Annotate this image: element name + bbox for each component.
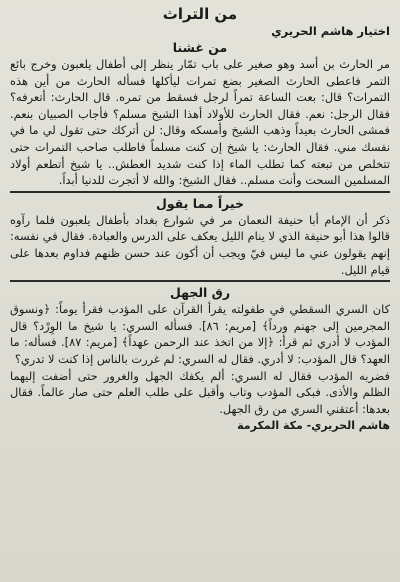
author-footer: هاشم الحريري- مكة المكرمة xyxy=(237,419,390,433)
section-body-1: مر الحارث بن أسد وهو صغير على باب تمّار ينظر إلى أطفال يلعبون وخرج بائع التمر فاعطى الحارث الصغير بضع تمرات ليأكلها فسأله الحارث من أين هذه التمرات؟ قال: بعت الساعة تمراً لرجل فسقط من تمره. قال الحارث: أتعرفه؟ فقال الرجل: نعم. فقال الحارث للأولاد أهذا الشيخ مسلم؟ فأجاب الصبيان بنعم. فمشى الحارث بعيداً وذهب الشيخ وأمسكه وقال: لن أتركك حتى تقول لي ما في نفسك مني. فقال الحارث: يا شيخ إن كنت مسلماً فاطلب صاحب التمرات حتى تتخلص من تبعته كما تطلب الماء إذا كنت شديد العطش.. يا شيخ أتطعم أولاد المسلمين السحت وأنت مسلم.. فقال الشيخ: والله لا أتجرت للدنيا أبداً. xyxy=(10,57,390,188)
section-divider-2 xyxy=(10,280,390,282)
section-body-3: كان السري السقطي في طفولته يقرأ القرآن على المؤدب فقرأ يوماً: ﴿ونسوق المجرمين إلى جهنم ورداً﴾ [مريم: ٨٦]. فسأله السري: يا شيخ ما الوِرْد؟ قال المؤدب لا أدري ثم قرأ: ﴿إلا من اتخذ عند الرحمن عهداً﴾ [مريم: ٨٧]. فسأله: ما العهد؟ قال المؤدب: لا أدري. فقال له السري: لم غررت بالناس إذا كنت لا تدري؟ فضربه المؤدب فقال له السري: ألم يكفك الجهل والغرور حتى أضفت إليهما الظلم والأذى. فبكى المؤدب وتاب وأقبل على طلب العلم حتى صار عالماً. فقال بعدها: أعتقني السري من رق الجهل. xyxy=(10,302,390,416)
section-heading-1: من غشنا xyxy=(172,40,228,55)
page-title: من التراث xyxy=(162,5,238,23)
section-heading-3: رق الجهل xyxy=(169,285,231,301)
section-divider-1 xyxy=(10,191,390,193)
section-body-2: ذكر أن الإمام أبا حنيفة النعمان مر في شوارع بغداد بأطفال يلعبون فلما رآوه قالوا هذا أبو حنيفة الذي لا ينام الليل يعكف على الدرس والعبادة. فقال في نفسه: إنهم يقولون عني ما ليس فيّ ويجب أن أكون عند حسن ظنهم فداوم بعدها على قيام الليل. xyxy=(10,212,390,277)
author-byline: اختيار هاشم الحريري xyxy=(271,24,390,38)
section-heading-2: خيراً مما يقول xyxy=(155,195,245,211)
